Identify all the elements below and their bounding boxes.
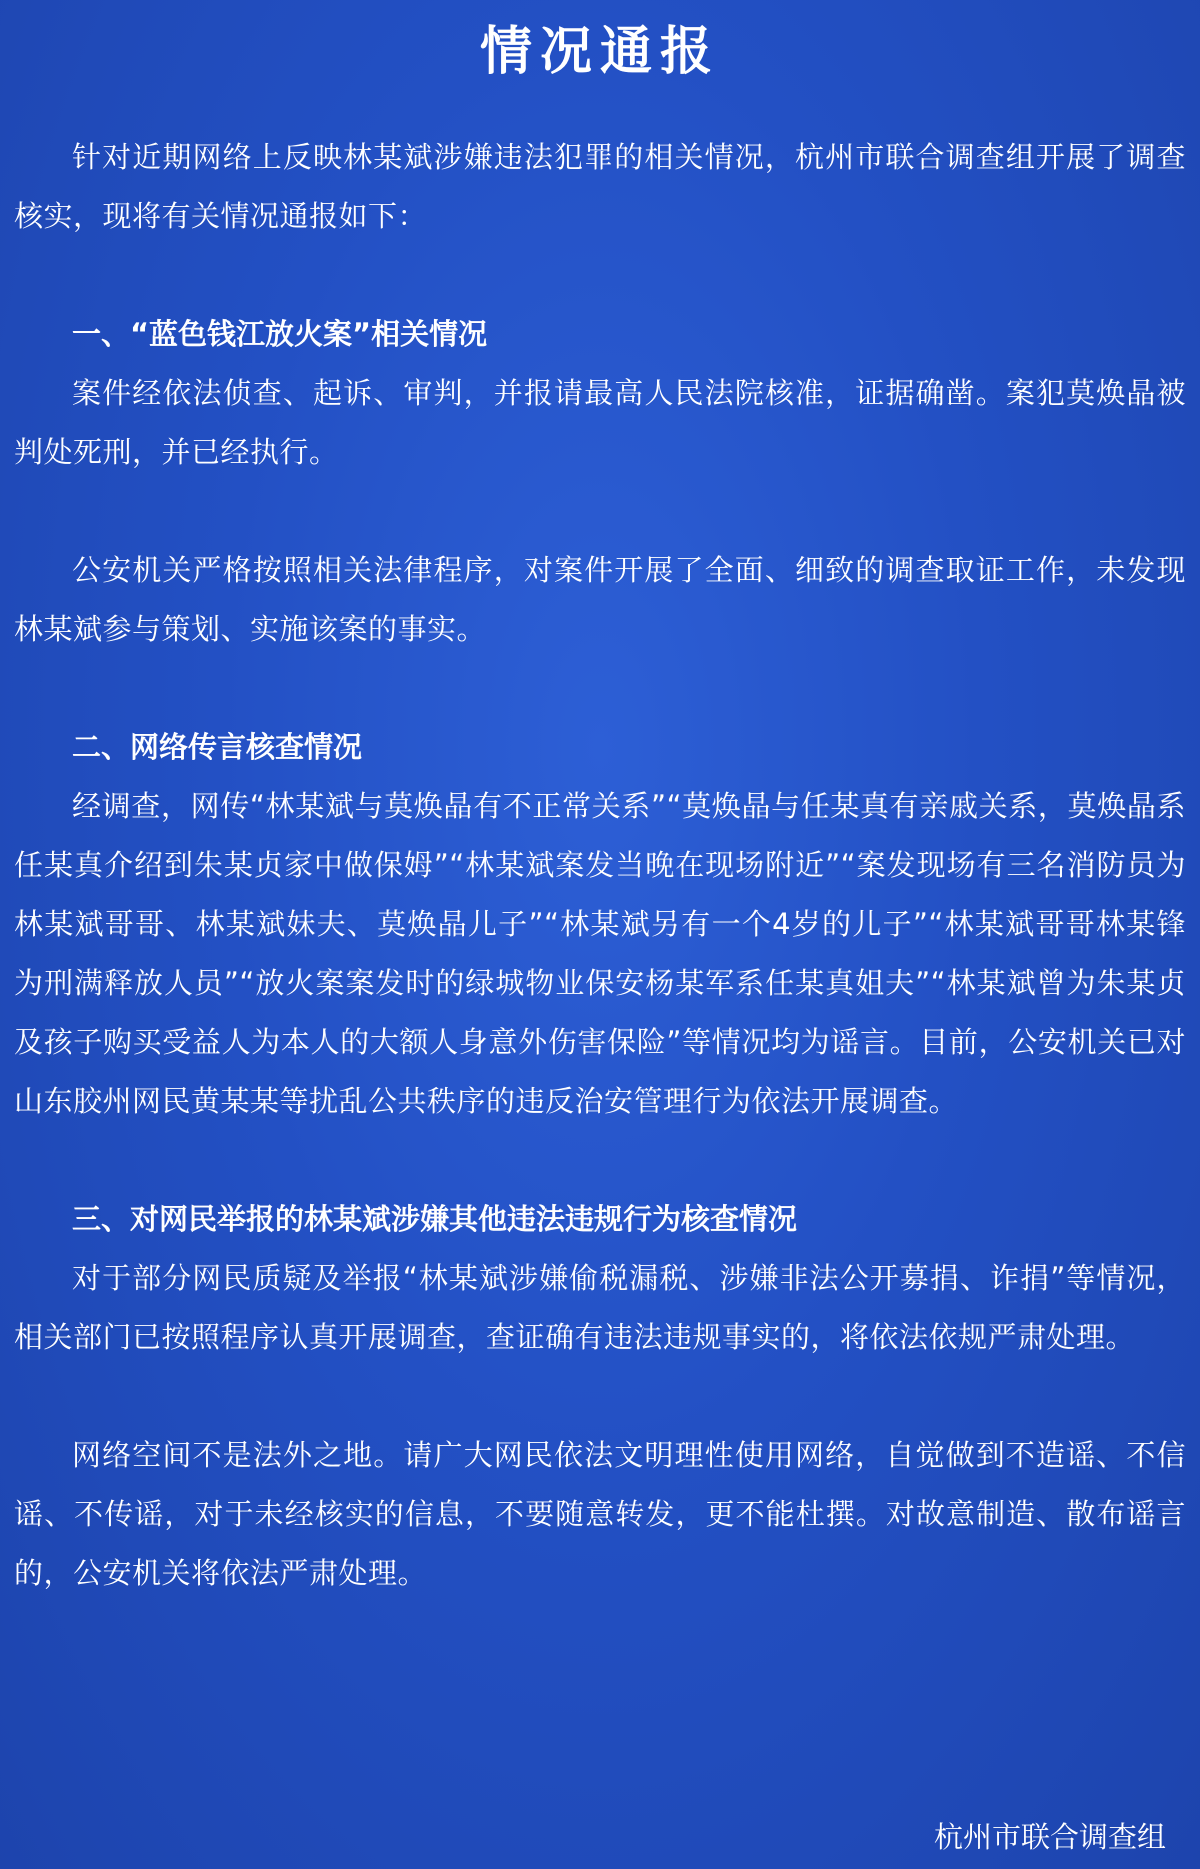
signature: 杭州市联合调查组	[933, 1820, 1166, 1854]
closing-paragraph: 网络空间不是法外之地。请广大网民依法文明理性使用网络，自觉做到不造谣、不信谣、不传谣，对于未经核实的信息，不要随意转发，更不能杜撰。对故意制造、散布谣言的，公安机关将依法严肃处理。	[14, 1438, 1186, 1590]
section-3-heading: 三、对网民举报的林某斌涉嫌其他违法违规行为核查情况	[72, 1202, 798, 1236]
notice-title: 情况通报	[479, 22, 720, 82]
notice-body	[14, 128, 1186, 1603]
section-3-paragraph-1: 对于部分网民质疑及举报“林某斌涉嫌偷税漏税、涉嫌非法公开募捐、诈捐”等情况，相关部门已按照程序认真开展调查，查证确有违法违规事实的，将依法依规严肃处理。	[14, 1261, 1186, 1354]
spacer	[14, 1367, 1186, 1426]
spacer	[14, 482, 1186, 541]
spacer	[14, 659, 1186, 718]
intro-paragraph: 针对近期网络上反映林某斌涉嫌违法犯罪的相关情况，杭州市联合调查组开展了调查核实，现将有关情况通报如下：	[14, 140, 1186, 233]
section-2-heading: 二、网络传言核查情况	[72, 730, 363, 764]
section-1-heading: 一、“蓝色钱江放火案”相关情况	[72, 317, 488, 351]
section-1-paragraph-1: 案件经依法侦查、起诉、审判，并报请最高人民法院核准，证据确凿。案犯莫焕晶被判处死刑，并已经执行。	[14, 376, 1186, 469]
section-1-paragraph-2: 公安机关严格按照相关法律程序，对案件开展了全面、细致的调查取证工作，未发现林某斌参与策划、实施该案的事实。	[14, 553, 1186, 646]
spacer	[14, 246, 1186, 305]
spacer	[14, 1131, 1186, 1190]
section-2-paragraph-1: 经调查，网传“林某斌与莫焕晶有不正常关系”“莫焕晶与任某真有亲戚关系，莫焕晶系任某真介绍到朱某贞家中做保姆”“林某斌案发当晚在现场附近”“案发现场有三名消防员为林某斌哥哥、林某斌妹夫、莫焕晶儿子”“林某斌另有一个4岁的儿子”“林某斌哥哥林某锋为刑满释放人员”“放火案案发时的绿城物业保安杨某军系任某真姐夫”“林某斌曾为朱某贞及孩子购买受益人为本人的大额人身意外伤害保险”等情况均为谣言。目前，公安机关已对山东胶州网民黄某某等扰乱公共秩序的违反治安管理行为依法开展调查。	[14, 789, 1186, 1118]
